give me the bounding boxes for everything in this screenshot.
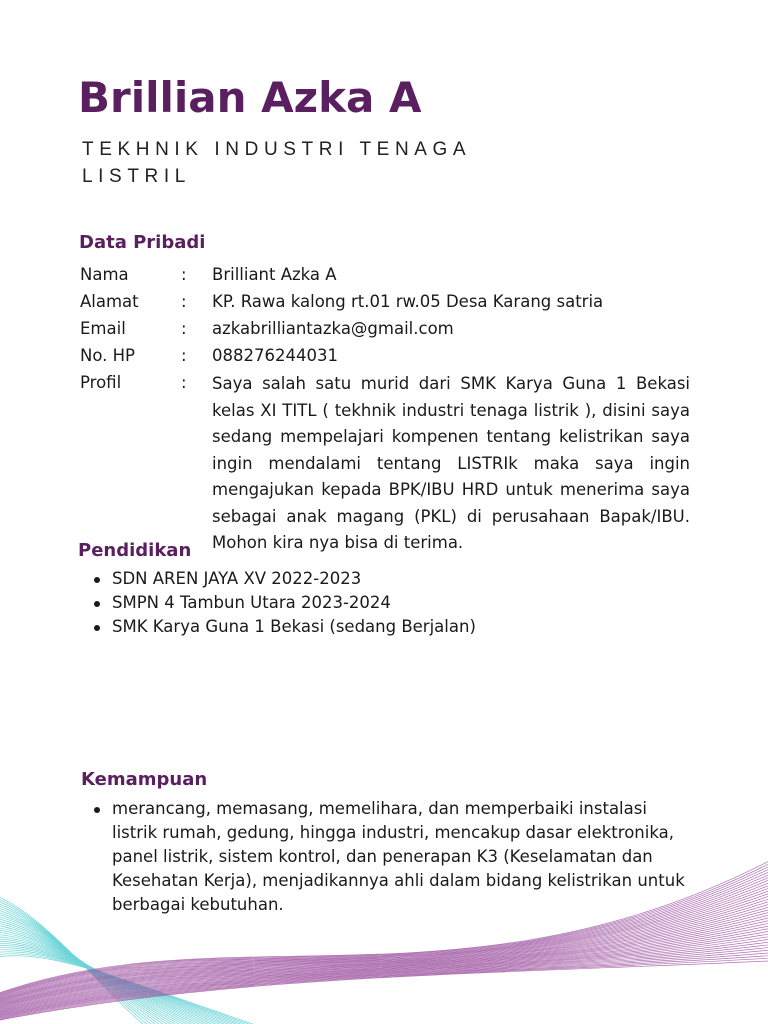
wave-line [0, 942, 768, 1020]
wave-line [0, 913, 190, 1024]
info-separator: : [181, 373, 187, 392]
wave-line [0, 951, 768, 1022]
info-value: Brilliant Azka A [212, 265, 337, 284]
wave-line [0, 912, 768, 1013]
wave-line [0, 906, 177, 1024]
wave-line [0, 901, 768, 1012]
wave-line [0, 939, 234, 1024]
wave-line [0, 934, 226, 1024]
wave-line [0, 924, 768, 1016]
education-list [90, 567, 476, 639]
info-separator: : [181, 319, 187, 338]
section-title-data-pribadi: Data Pribadi [79, 232, 206, 253]
profile-description: Saya salah satu murid dari SMK Karya Guna 1 Bekasi kelas XI TITL ( tekhnik industri tenaga listrik ), disini saya sedang mempelajari kompenen tentang kelistrikan saya ingin mendalami tentang LISTRIk maka saya ingin mengajukan kepada BPK/IBU HRD untuk menerima saya sebagai anak magang (PKL) di perusahaan Bapak/IBU. Mohon kira nya bisa di terima. [212, 374, 690, 552]
wave-line [0, 948, 768, 1021]
wave-line [0, 911, 186, 1024]
info-label: Alamat [80, 292, 139, 311]
info-label: Nama [80, 265, 129, 284]
wave-line [0, 941, 239, 1024]
wave-line [0, 908, 181, 1024]
wave-line [0, 945, 248, 1024]
wave-line [0, 904, 768, 1012]
wave-line [0, 945, 768, 1021]
wave-line [0, 948, 252, 1024]
info-label: Email [80, 319, 126, 338]
wave-line [0, 910, 768, 1014]
wave-line [0, 930, 768, 1017]
info-separator: : [181, 292, 187, 311]
job-title: TEKHNIK INDUSTRI TENAGA LISTRIL [82, 139, 471, 187]
wave-line [0, 919, 199, 1024]
info-value: 088276244031 [212, 346, 338, 365]
info-value: azkabrilliantazka@gmail.com [212, 319, 454, 338]
wave-line [0, 916, 194, 1024]
wave-line [0, 921, 768, 1015]
info-separator: : [181, 265, 187, 284]
info-value: KP. Rawa kalong rt.01 rw.05 Desa Karang satria [212, 292, 604, 311]
info-separator: : [181, 346, 187, 365]
wave-line [0, 900, 168, 1024]
wave-line [0, 950, 257, 1024]
wave-line [0, 957, 768, 1023]
education-item: SMPN 4 Tambun Utara 2023-2024 [90, 591, 476, 615]
wave-line [0, 915, 768, 1014]
info-label: No. HP [80, 346, 135, 365]
wave-line [0, 929, 217, 1024]
wave-line [0, 936, 230, 1024]
section-title-pendidikan: Pendidikan [78, 540, 192, 561]
person-name: Brillian Azka A [78, 73, 422, 122]
wave-line [0, 954, 768, 1023]
wave-line [0, 924, 208, 1024]
wave-line [0, 926, 212, 1024]
wave-line [0, 903, 172, 1024]
wave-line [0, 927, 768, 1017]
skill-item: merancang, memasang, memelihara, dan memperbaiki instalasi listrik rumah, gedung, hingga industri, mencakup dasar elektronika, panel listrik, sistem kontrol, dan penerapan K3 (Keselamatan dan Kesehatan Kerja), menjadikannya ahli dalam bidang kelistrikan untuk berbagai kebutuhan. [90, 797, 690, 917]
wave-line [0, 952, 261, 1024]
wave-line [0, 933, 768, 1018]
education-item: SDN AREN JAYA XV 2022-2023 [90, 567, 476, 591]
info-label: Profil [80, 373, 122, 392]
education-item: SMK Karya Guna 1 Bekasi (sedang Berjalan) [90, 615, 476, 639]
wave-line [0, 960, 768, 1024]
section-title-kemampuan: Kemampuan [81, 769, 208, 790]
wave-line [0, 931, 221, 1024]
wave-line [0, 954, 266, 1024]
wave-line [0, 918, 768, 1015]
skills-list [90, 797, 690, 917]
wave-line [0, 943, 243, 1024]
wave-line [0, 939, 768, 1019]
wave-line [0, 907, 768, 1013]
wave-line [0, 936, 768, 1019]
wave-line [0, 956, 270, 1024]
wave-line [0, 921, 203, 1024]
